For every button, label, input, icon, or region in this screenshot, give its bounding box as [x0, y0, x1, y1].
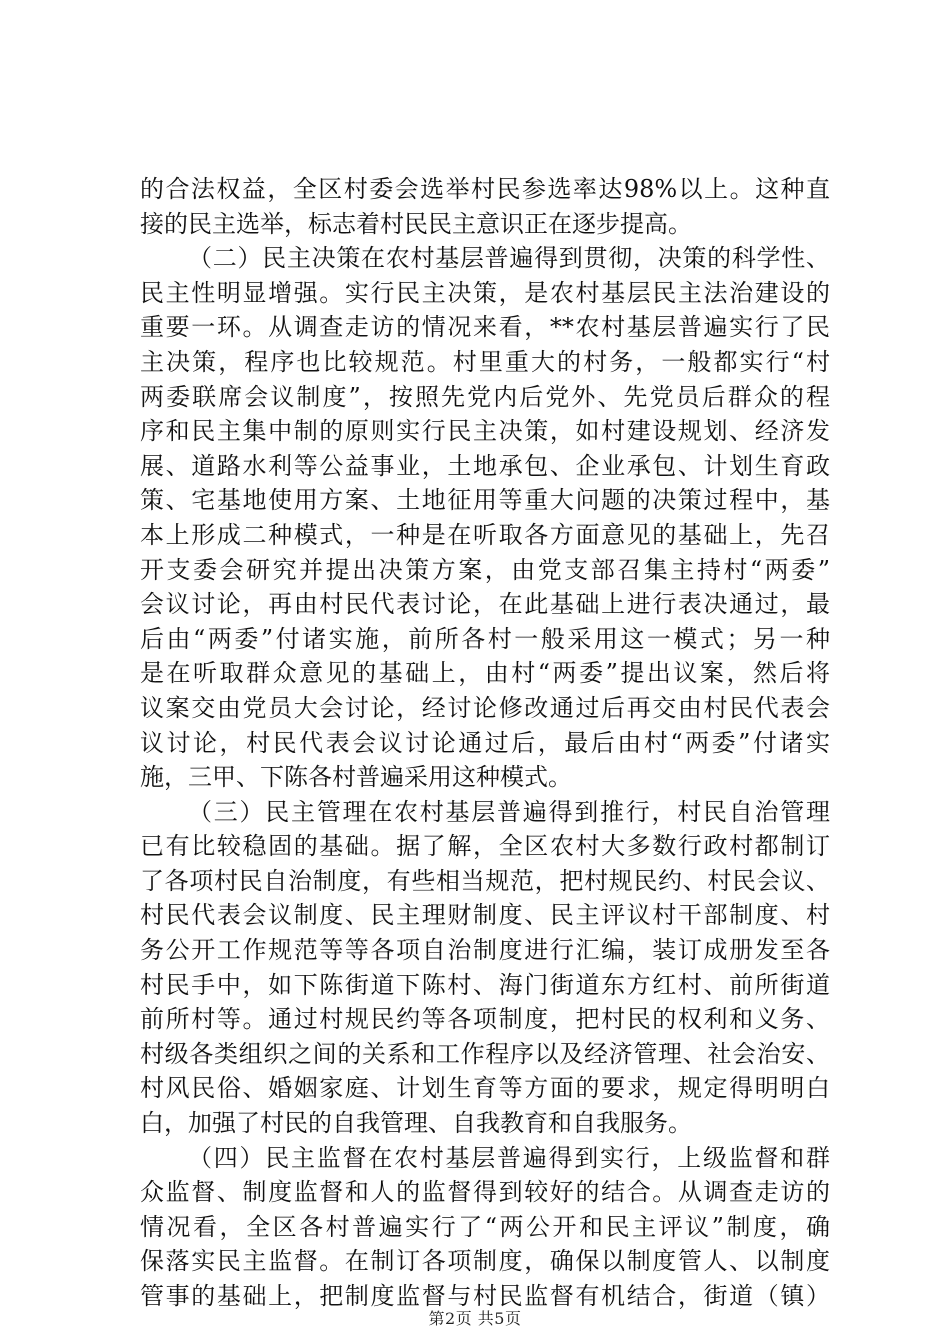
text-line: 已有比较稳固的基础。据了解，全区农村大多数行政村都制订	[140, 832, 830, 861]
text-line: 务公开工作规范等等各项自治制度进行汇编，装订成册发至各	[140, 936, 830, 965]
text-line: 村级各类组织之间的关系和工作程序以及经济管理、社会治安、	[140, 1039, 830, 1068]
text-line: 议案交由党员大会讨论，经讨论修改通过后再交由村民代表会	[140, 693, 830, 722]
text-line: 保落实民主监督。在制订各项制度，确保以制度管人、以制度	[140, 1247, 830, 1276]
text-line: 是在听取群众意见的基础上，由村“两委”提出议案，然后将	[140, 659, 830, 688]
text-line: （二）民主决策在农村基层普遍得到贯彻，决策的科学性、	[188, 244, 830, 273]
text-line: 两委联席会议制度”，按照先党内后党外、先党员后群众的程	[140, 382, 830, 411]
text-line: 民主性明显增强。实行民主决策，是农村基层民主法治建设的	[140, 278, 830, 307]
text-line: 村风民俗、婚姻家庭、计划生育等方面的要求，规定得明明白	[140, 1074, 830, 1103]
text-line: 重要一环。从调查走访的情况来看，**农村基层普遍实行了民	[140, 313, 830, 342]
text-line: 村民代表会议制度、民主理财制度、民主评议村干部制度、村	[140, 901, 830, 930]
text-line: 序和民主集中制的原则实行民主决策，如村建设规划、经济发	[140, 417, 830, 446]
page-footer: 第2页 共5页	[428, 1309, 522, 1328]
text-line: （四）民主监督在农村基层普遍得到实行，上级监督和群	[188, 1143, 830, 1172]
text-line: （三）民主管理在农村基层普遍得到推行，村民自治管理	[188, 797, 830, 826]
text-line: 前所村等。通过村规民约等各项制度，把村民的权利和义务、	[140, 1005, 830, 1034]
text-line: 管事的基础上，把制度监督与村民监督有机结合，街道（镇）	[140, 1282, 830, 1310]
text-line: 了各项村民自治制度，有些相当规范，把村规民约、村民会议、	[140, 866, 830, 895]
text-line: 本上形成二种模式，一种是在听取各方面意见的基础上，先召	[140, 520, 830, 549]
text-line: 议讨论，村民代表会议讨论通过后，最后由村“两委”付诸实	[140, 728, 830, 757]
text-line: 接的民主选举，标志着村民民主意识正在逐步提高。	[140, 209, 692, 238]
text-line: 白，加强了村民的自我管理、自我教育和自我服务。	[140, 1109, 692, 1138]
text-line: 主决策，程序也比较规范。村里重大的村务，一般都实行“村	[140, 347, 830, 376]
text-line: 展、道路水利等公益事业，土地承包、企业承包、计划生育政	[140, 451, 830, 480]
body-text	[140, 172, 830, 1314]
text-line: 众监督、制度监督和人的监督得到较好的结合。从调查走访的	[140, 1178, 830, 1207]
text-line: 会议讨论，再由村民代表讨论，在此基础上进行表决通过，最	[140, 590, 830, 619]
text-line: 村民手中，如下陈街道下陈村、海门街道东方红村、前所街道	[140, 970, 830, 999]
text-line: 开支委会研究并提出决策方案，由党支部召集主持村“两委”	[140, 555, 830, 584]
text-line: 施，三甲、下陈各村普遍采用这种模式。	[140, 763, 572, 792]
text-line: 的合法权益，全区村委会选举村民参选率达98%以上。这种直	[140, 175, 830, 203]
text-line: 策、宅基地使用方案、土地征用等重大问题的决策过程中，基	[140, 486, 830, 515]
text-line: 后由“两委”付诸实施，前所各村一般采用这一模式；另一种	[140, 624, 830, 653]
text-line: 情况看，全区各村普遍实行了“两公开和民主评议”制度，确	[140, 1212, 830, 1241]
